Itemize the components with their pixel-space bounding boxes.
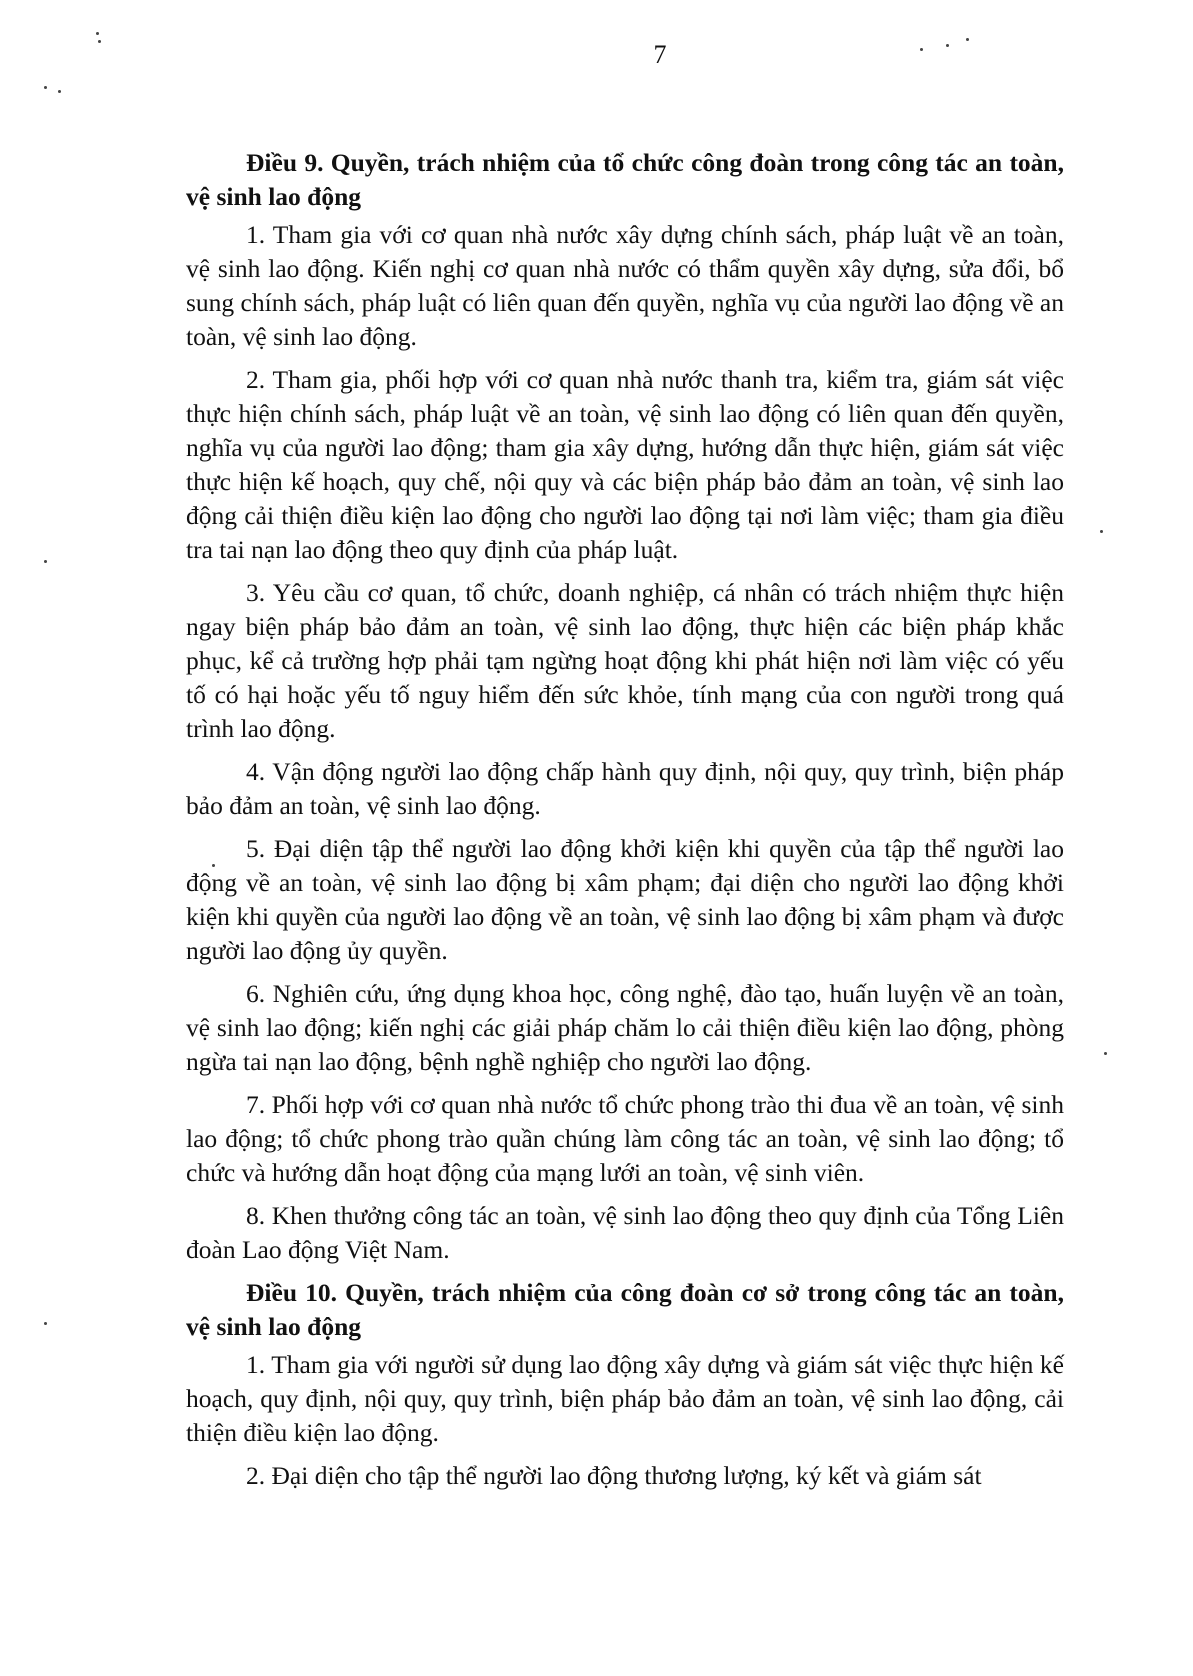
article-9-item: 1. Tham gia với cơ quan nhà nước xây dựng chính sách, pháp luật về an toàn, vệ sinh lao động. Kiến nghị cơ quan nhà nước có thẩm quyền xây dựng, sửa đổi, bổ sung chính sách, pháp luật có liên quan đến quyền, nghĩa vụ của người lao động về an toàn, vệ sinh lao động. <box>186 220 1064 351</box>
article-10-item: 2. Đại diện cho tập thể người lao động thương lượng, ký kết và giám sát <box>246 1461 982 1490</box>
scan-speck <box>44 560 47 563</box>
article-9-item: 3. Yêu cầu cơ quan, tổ chức, doanh nghiệp, cá nhân có trách nhiệm thực hiện ngay biện pháp bảo đảm an toàn, vệ sinh lao động, thực hiện các biện pháp khắc phục, kể cả trường hợp phải tạm ngừng hoạt động khi phát hiện nơi làm việc có yếu tố có hại hoặc yếu tố nguy hiểm đến sức khỏe, tính mạng của con người trong quá trình lao động. <box>186 578 1064 743</box>
scan-speck <box>920 48 923 51</box>
scan-speck <box>966 38 969 41</box>
scan-speck <box>44 86 47 89</box>
scan-speck <box>98 40 101 43</box>
article-9-item: 4. Vận động người lao động chấp hành quy định, nội quy, quy trình, biện pháp bảo đảm an toàn, vệ sinh lao động. <box>186 757 1064 820</box>
page-number: 7 <box>653 40 667 69</box>
article-10-heading: Điều 10. Quyền, trách nhiệm của công đoàn cơ sở trong công tác an toàn, vệ sinh lao động <box>186 1278 1064 1341</box>
scan-speck <box>946 44 949 47</box>
document-body <box>186 146 1064 1502</box>
scan-speck <box>44 1322 47 1325</box>
article-9-heading: Điều 9. Quyền, trách nhiệm của tổ chức công đoàn trong công tác an toàn, vệ sinh lao động <box>186 148 1064 211</box>
scan-speck <box>58 90 61 93</box>
article-9-item: 2. Tham gia, phối hợp với cơ quan nhà nước thanh tra, kiểm tra, giám sát việc thực hiện chính sách, pháp luật về an toàn, vệ sinh lao động có liên quan đến quyền, nghĩa vụ của người lao động; tham gia xây dựng, hướng dẫn thực hiện, giám sát việc thực hiện kế hoạch, quy chế, nội quy và các biện pháp bảo đảm an toàn, vệ sinh lao động cải thiện điều kiện lao động cho người lao động tại nơi làm việc; tham gia điều tra tai nạn lao động theo quy định của pháp luật. <box>186 365 1064 564</box>
scan-speck <box>1100 530 1103 533</box>
article-9-item: 7. Phối hợp với cơ quan nhà nước tổ chức phong trào thi đua về an toàn, vệ sinh lao động; tổ chức phong trào quần chúng làm công tác an toàn, vệ sinh lao động; tổ chức và hướng dẫn hoạt động của mạng lưới an toàn, vệ sinh viên. <box>186 1090 1064 1187</box>
article-9-item: 5. Đại diện tập thể người lao động khởi kiện khi quyền của tập thể người lao động về an toàn, vệ sinh lao động bị xâm phạm; đại diện cho người lao động khởi kiện khi quyền của người lao động về an toàn, vệ sinh lao động bị xâm phạm và được người lao động ủy quyền. <box>186 834 1064 965</box>
article-9-item: 8. Khen thưởng công tác an toàn, vệ sinh lao động theo quy định của Tổng Liên đoàn Lao động Việt Nam. <box>186 1201 1064 1264</box>
scan-speck <box>96 32 99 35</box>
article-9-item: 6. Nghiên cứu, ứng dụng khoa học, công nghệ, đào tạo, huấn luyện về an toàn, vệ sinh lao động; kiến nghị các giải pháp chăm lo cải thiện điều kiện lao động, phòng ngừa tai nạn lao động, bệnh nghề nghiệp cho người lao động. <box>186 979 1064 1076</box>
scan-speck <box>1104 1052 1107 1055</box>
article-10-item: 1. Tham gia với người sử dụng lao động xây dựng và giám sát việc thực hiện kế hoạch, quy định, nội quy, quy trình, biện pháp bảo đảm an toàn, vệ sinh lao động, cải thiện điều kiện lao động. <box>186 1350 1064 1447</box>
